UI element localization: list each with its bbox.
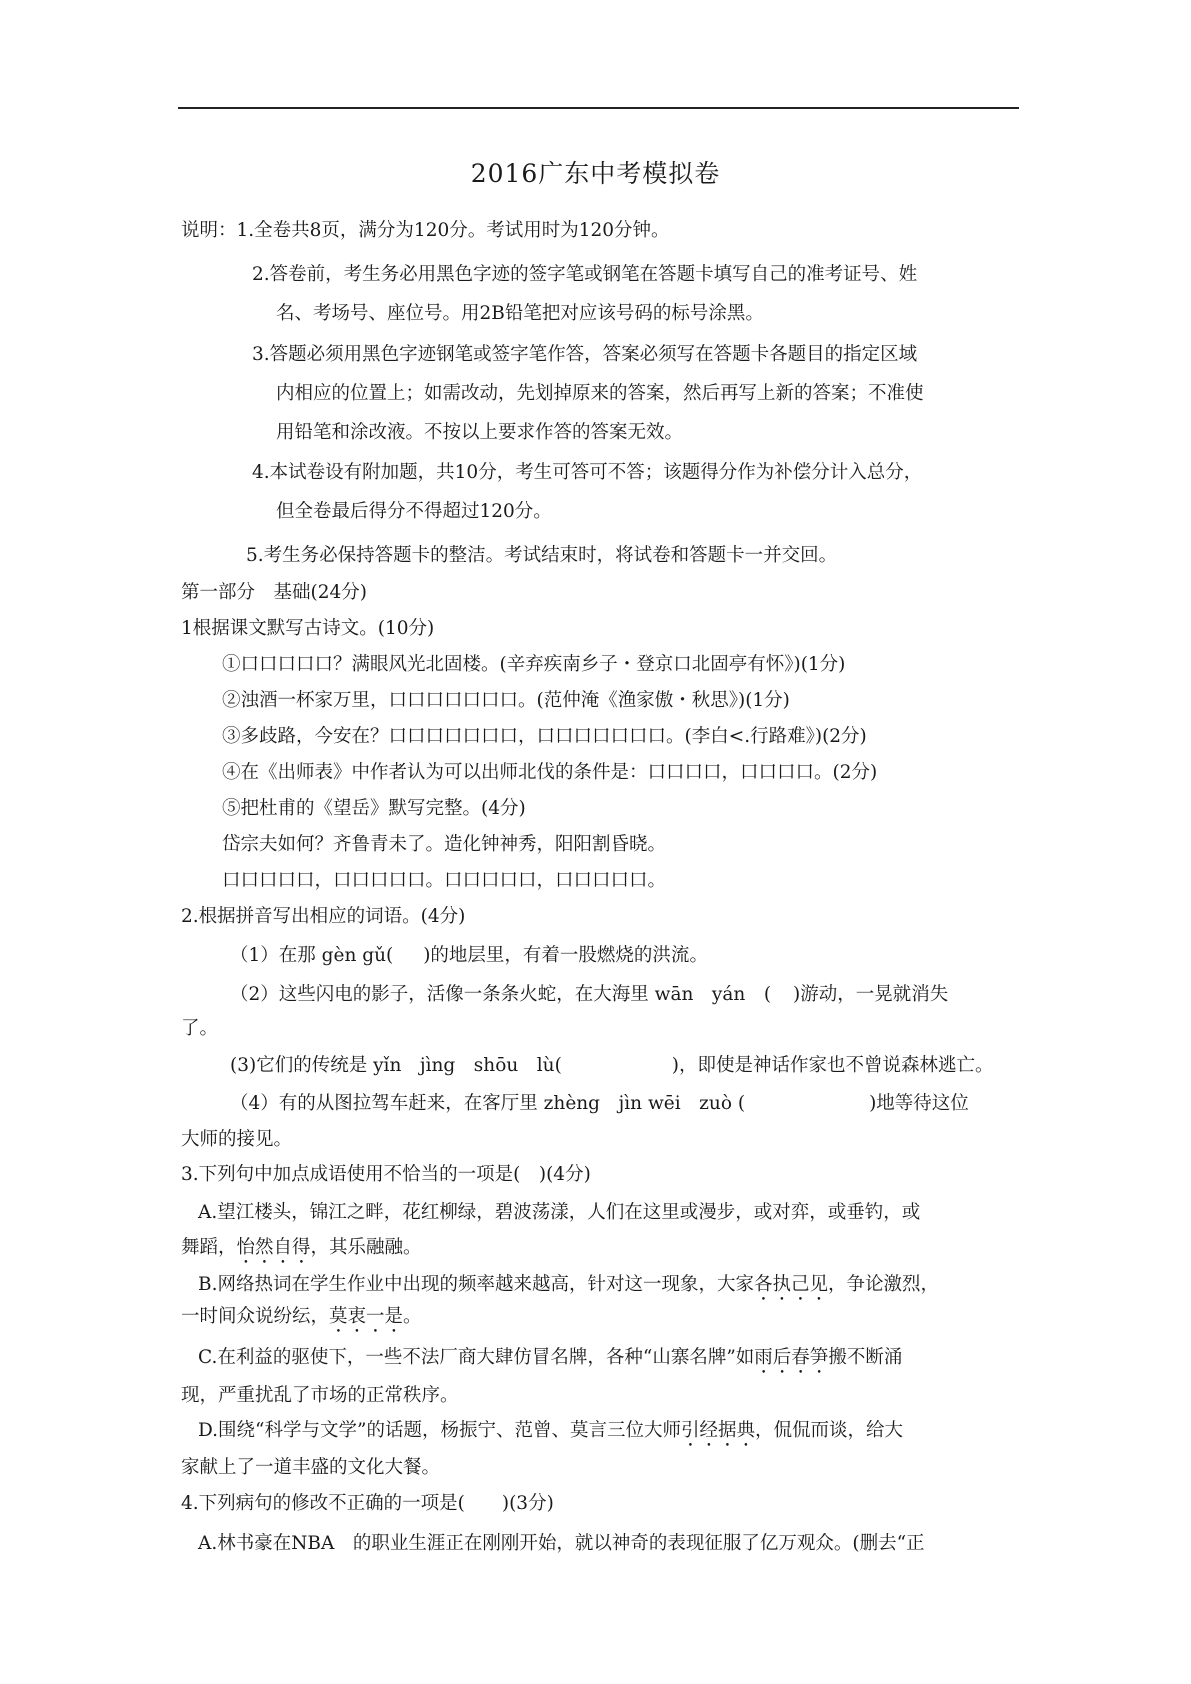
q2-2-pre: （2）这些闪电的影子，活像一条条火蛇，在大海里 wān yán (: [230, 984, 772, 1005]
poem-line-2: 口口口口口，口口口口口。口口口口口，口口口口口。: [222, 870, 667, 891]
section-heading: 第一部分 基础(24分): [181, 582, 367, 603]
question-2-stem: 2.根据拼音写出相应的词语。(4分): [181, 906, 466, 927]
text: ，争论激烈，: [828, 1274, 940, 1295]
q2-1-post: )的地层里，有着一股燃烧的洪流。: [423, 945, 708, 966]
instruction-2-cont: 名、考场号、座位号。用2B铅笔把对应该号码的标号涂黑。: [276, 303, 764, 324]
poem-line-1: 岱宗夫如何？齐鲁青未了。造化钟神秀，阳阳割昏晓。: [222, 834, 667, 855]
q2-1-pre: （1）在那 gèn gǔ(: [230, 945, 394, 966]
text: ，其乐融融。: [310, 1237, 422, 1258]
option-b-line-1: [198, 1272, 939, 1305]
question-2-item-2-cont: 了。: [181, 1018, 219, 1039]
option-d-line-1: [198, 1418, 903, 1451]
option-c-line-2: 现，严重扰乱了市场的正常秩序。: [181, 1385, 459, 1406]
dotted-idiom: 莫衷一是: [329, 1306, 404, 1327]
instruction-5: 5.考生务必保持答题卡的整洁。考试结束时，将试卷和答题卡一并交回。: [246, 545, 838, 566]
text: D.围绕“科学与文学”的话题，杨振宁、范曾、莫言三位大师: [198, 1420, 681, 1441]
instruction-2: 2.答卷前，考生务必用黑色字迹的签字笔或钢笔在答题卡填写自己的准考证号、姓: [252, 264, 918, 285]
text: 一时间众说纷纭，: [181, 1306, 330, 1327]
text: 舞蹈，: [181, 1237, 237, 1258]
question-2-item-1: [230, 943, 708, 969]
page-title: 2016广东中考模拟卷: [470, 159, 721, 188]
header-rule: [178, 107, 1019, 109]
question-1-item-1: ①口口口口口？满眼风光北固楼。(辛弃疾南乡子・登京口北固亭有怀》)(1分): [222, 654, 846, 675]
q2-3-pre: (3)它们的传统是 yǐn jìng shōu lù(: [230, 1055, 562, 1076]
option-a-line-2: [181, 1235, 422, 1268]
question-2-item-3: [230, 1053, 994, 1079]
question-2-item-4: [230, 1091, 969, 1117]
instruction-4-cont: 但全卷最后得分不得超过120分。: [276, 501, 552, 522]
instruction-3-cont2: 用铅笔和涂改液。不按以上要求作答的答案无效。: [276, 422, 684, 443]
option-a-line-1: A.望江楼头，锦江之畔，花红柳绿，碧波荡漾，人们在这里或漫步，或对弈，或垂钓，或: [198, 1202, 921, 1223]
q2-4-post: )地等待这位: [869, 1093, 969, 1114]
instruction-3-cont: 内相应的位置上；如需改动，先划掉原来的答案，然后再写上新的答案；不准使: [276, 383, 924, 404]
question-4-option-a: A.林书豪在NBA 的职业生涯正在刚刚开始，就以神奇的表现征服了亿万观众。(删去“正: [198, 1533, 925, 1554]
question-3-stem: 3.下列句中加点成语使用不恰当的一项是( )(4分): [181, 1164, 591, 1185]
q2-3-post: )，即使是神话作家也不曾说森林逃亡。: [671, 1055, 994, 1076]
dotted-idiom: 各执己见: [753, 1274, 828, 1295]
q2-4-pre: （4）有的从图拉驾车赶来，在客厅里 zhèng jìn wēi zuò (: [230, 1093, 746, 1114]
instruction-3: 3.答题必须用黑色字迹钢笔或签字笔作答，答案必须写在答题卡各题目的指定区域: [252, 344, 918, 365]
dotted-idiom: 雨后春笋: [754, 1347, 829, 1368]
text: 。: [403, 1306, 422, 1327]
text: B.网络热词在学生作业中出现的频率越来越高，针对这一现象，大家: [198, 1274, 754, 1295]
q2-2-post: )游动，一晃就消失: [793, 984, 949, 1005]
question-2-item-4-cont: 大师的接见。: [181, 1129, 293, 1150]
question-1-item-5: ⑤把杜甫的《望岳》默写完整。(4分): [222, 798, 526, 819]
question-1-item-3: ③多歧路，今安在？口口口口口口口，口口口口口口口。(李白<.行路难》)(2分): [222, 726, 867, 747]
option-b-line-2: [181, 1304, 422, 1337]
question-2-item-2: [230, 982, 948, 1008]
text: C.在利益的驱使下，一些不法厂商大肆仿冒名牌，各种“山寨名牌”如: [198, 1347, 755, 1368]
question-1-stem: 1根据课文默写古诗文。(10分): [181, 618, 435, 639]
text: ，侃侃而谈，给大: [755, 1420, 904, 1441]
instruction-1: 说明：1.全卷共8页，满分为120分。考试用时为120分钟。: [181, 220, 670, 241]
instruction-4: 4.本试卷设有附加题，共10分，考生可答可不答；该题得分作为补偿分计入总分，: [252, 462, 923, 483]
dotted-idiom: 怡然自得: [236, 1237, 311, 1258]
text: 搬不断涌: [828, 1347, 903, 1368]
question-4-stem: 4.下列病句的修改不正确的一项是( )(3分): [181, 1493, 554, 1514]
question-1-item-2: ②浊酒一杯家万里，口口口口口口口。(范仲淹《渔家傲・秋思》)(1分): [222, 690, 790, 711]
option-c-line-1: [198, 1345, 902, 1378]
dotted-idiom: 引经据典: [680, 1420, 755, 1441]
question-1-item-4: ④在《出师表》中作者认为可以出师北伐的条件是：口口口口，口口口口。(2分): [222, 762, 878, 783]
option-d-line-2: 家献上了一道丰盛的文化大餐。: [181, 1457, 441, 1478]
